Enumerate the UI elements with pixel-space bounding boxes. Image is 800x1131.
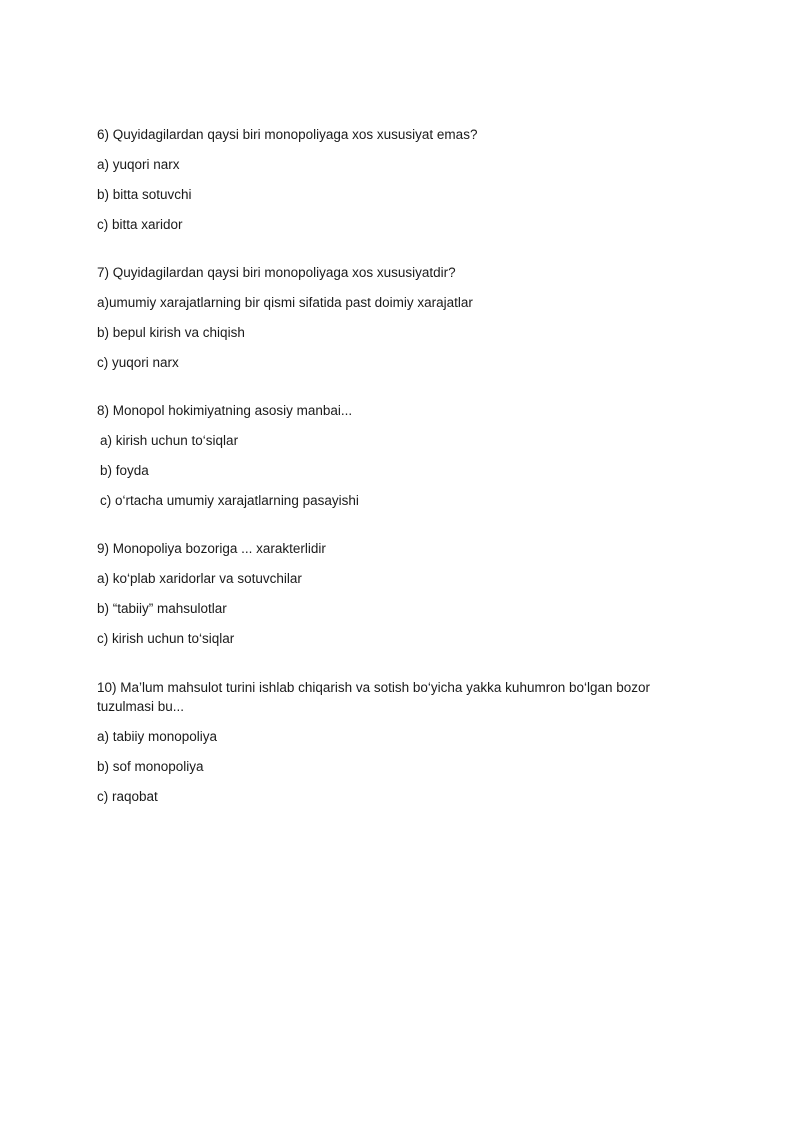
question-text: 8) Monopol hokimiyatning asosiy manbai... (97, 403, 353, 418)
question-text: 10) Ma’lum mahsulot turini ishlab chiqarish va sotish bo‘yicha yakka kuhumron bo‘lgan bozor tuzulmasi bu... (97, 680, 651, 714)
question-6 (97, 126, 677, 234)
answer-option: b) bepul kirish va chiqish (97, 325, 245, 340)
answer-option: c) o‘rtacha umumiy xarajatlarning pasayishi (100, 493, 359, 508)
question-9 (97, 540, 677, 648)
answer-option: c) bitta xaridor (97, 217, 183, 232)
answer-option: b) “tabiiy” mahsulotlar (97, 601, 227, 616)
question-8 (97, 402, 677, 510)
answer-option: a) tabiiy monopoliya (97, 729, 218, 744)
answer-option: b) bitta sotuvchi (97, 187, 192, 202)
answer-option: b) foyda (100, 463, 149, 478)
answer-option: a) kirish uchun to‘siqlar (100, 433, 239, 448)
answer-option: c) kirish uchun to‘siqlar (97, 631, 235, 646)
answer-option: c) yuqori narx (97, 355, 179, 370)
question-text: 9) Monopoliya bozoriga ... xarakterlidir (97, 541, 326, 556)
answer-option: a) ko‘plab xaridorlar va sotuvchilar (97, 571, 302, 586)
question-7 (97, 264, 677, 372)
answer-option: c) raqobat (97, 789, 158, 804)
question-10 (97, 678, 677, 806)
quiz-content (97, 126, 677, 836)
question-text: 6) Quyidagilardan qaysi biri monopoliyaga xos xususiyat emas? (97, 127, 478, 142)
question-text: 7) Quyidagilardan qaysi biri monopoliyaga xos xususiyatdir? (97, 265, 456, 280)
answer-option: b) sof monopoliya (97, 759, 204, 774)
answer-option: a) yuqori narx (97, 157, 180, 172)
answer-option: a)umumiy xarajatlarning bir qismi sifatida past doimiy xarajatlar (97, 295, 473, 310)
